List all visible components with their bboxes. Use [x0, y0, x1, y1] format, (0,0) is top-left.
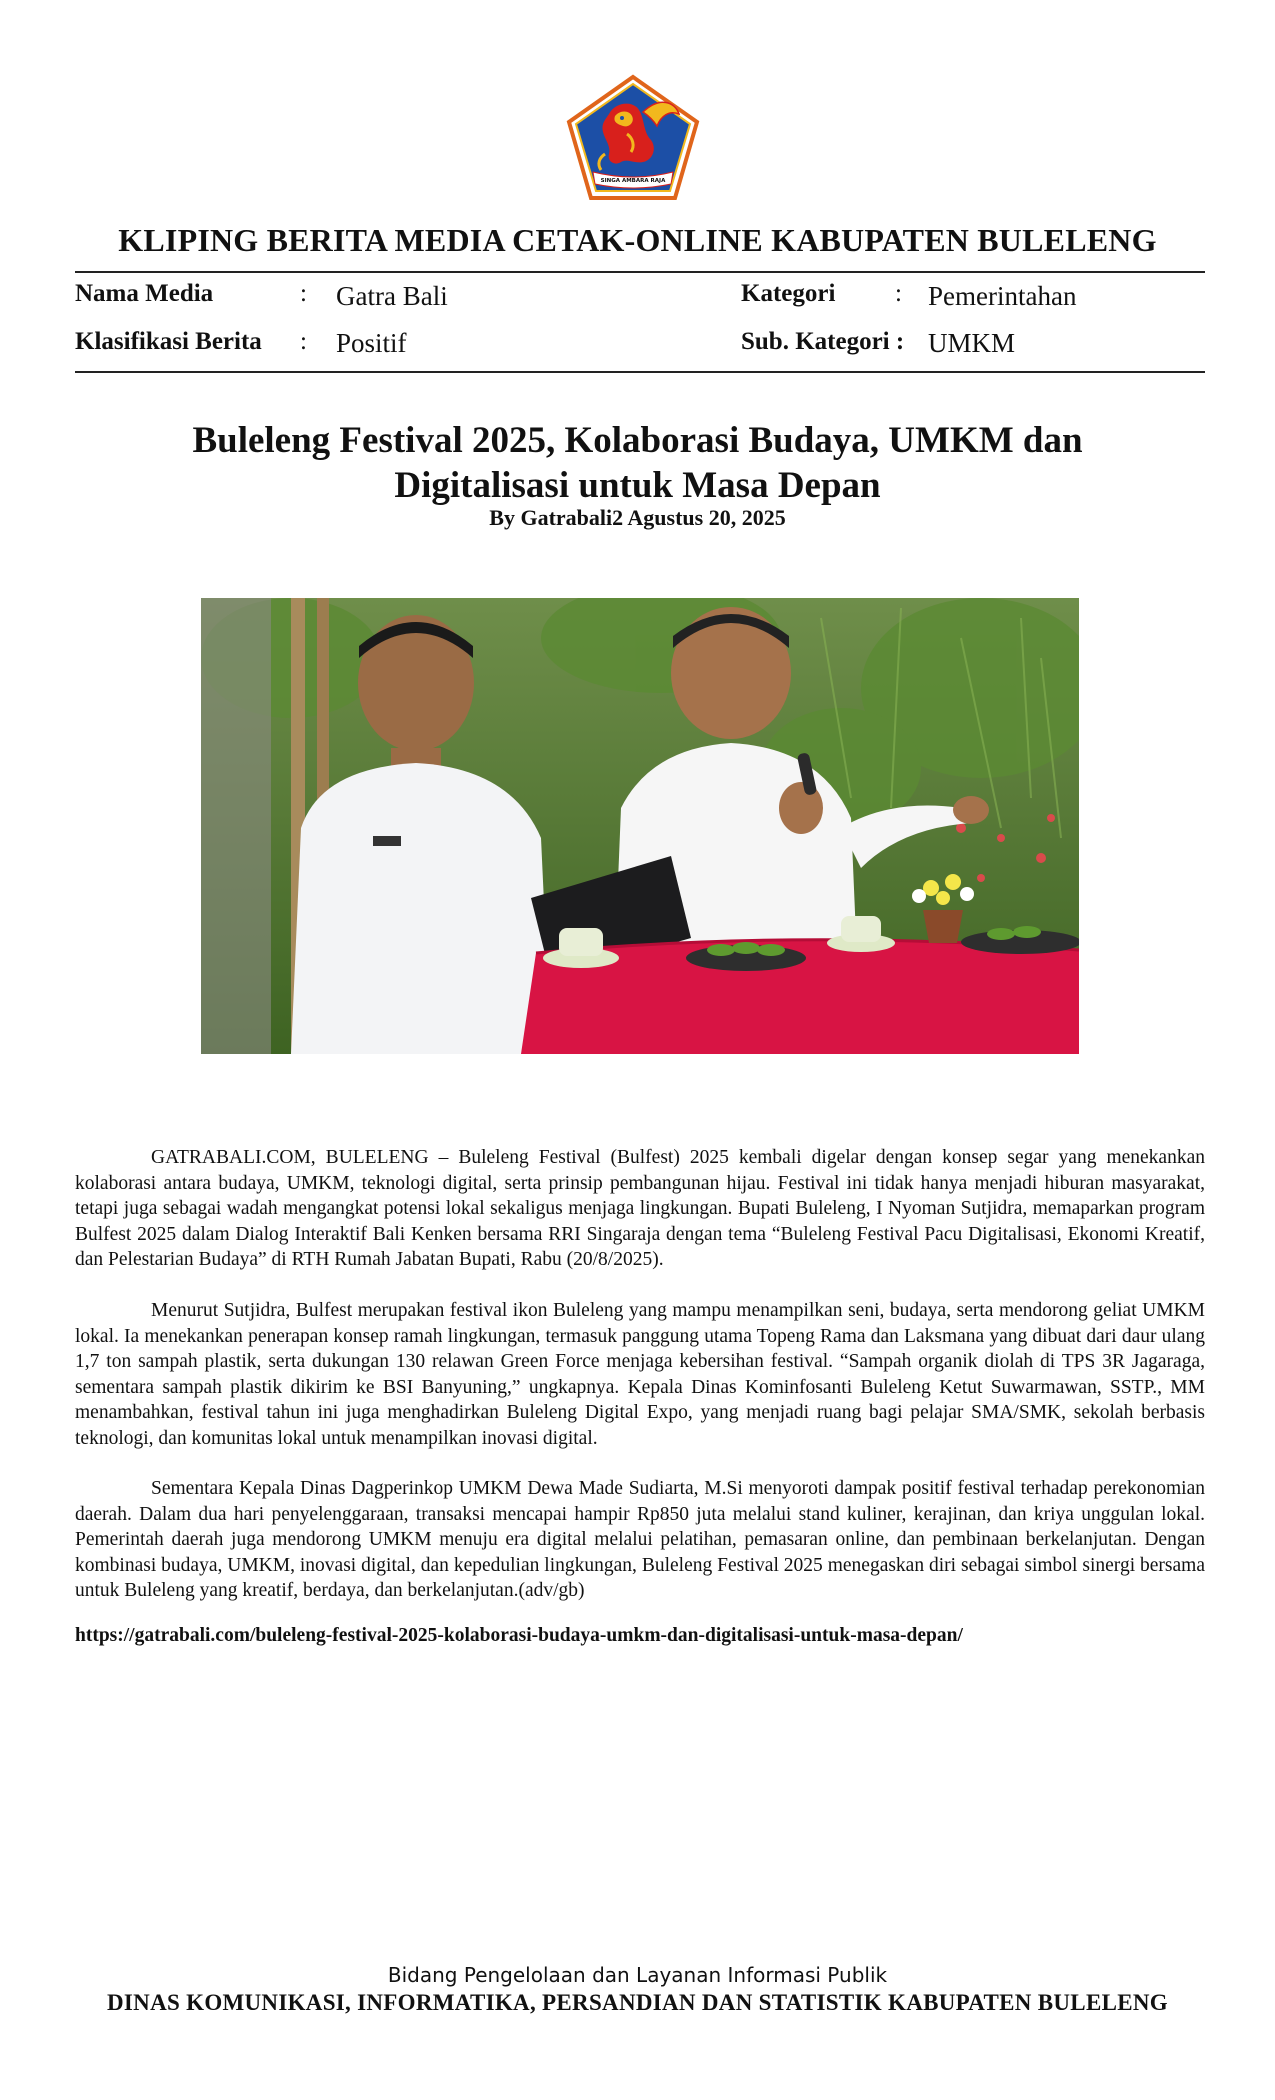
article-paragraph: GATRABALI.COM, BULELENG – Buleleng Festival (Bulfest) 2025 kembali digelar dengan konsep segar yang menekankan kolaborasi antara budaya, UMKM, teknologi digital, serta prinsip pembangunan hijau. Festival ini tidak hanya menjadi hiburan masyarakat, tetapi juga sebagai wadah mengangkat potensi lokal sekaligus menjaga lingkungan. Bupati Buleleng, I Nyoman Sutjidra, memaparkan program Bulfest 2025 dalam Dialog Interaktif Bali Kenken bersama RRI Singaraja dengan tema “Buleleng Festival Pacu Digitalisasi, Ekonomi Kreatif, dan Pelestarian Budaya” di RTH Rumah Jabatan Bupati, Rabu (20/8/2025). [75, 1147, 1205, 1270]
footer-agency: DINAS KOMUNIKASI, INFORMATIKA, PERSANDIAN DAN STATISTIK KABUPATEN BULELENG [107, 1990, 1168, 2015]
article-title [150, 418, 1125, 508]
article-photo [201, 598, 1079, 1054]
meta-divider [75, 371, 1205, 373]
sub-kategori-label: Sub. Kategori : [741, 328, 905, 355]
footer-department: Bidang Pengelolaan dan Layanan Informasi Publik [387, 1963, 888, 1987]
kabupaten-buleleng-logo [565, 74, 701, 202]
article-paragraph: Menurut Sutjidra, Bulfest merupakan festival ikon Buleleng yang mampu menampilkan seni, budaya, serta mendorong geliat UMKM lokal. Ia menekankan penerapan konsep ramah lingkungan, termasuk panggung utama Topeng Rama dan Laksmana yang dibuat dari daur ulang 1,7 ton sampah plastik, serta dukungan 130 relawan Green Force menjaga kebersihan festival. “Sampah organik diolah di TPS 3R Jagaraga, sementara sampah plastik dikirim ke BSI Banyuning,” ungkapnya. Kepala Dinas Kominfosanti Buleleng Ketut Suwarmawan, SSTP., MM menambahkan, festival tahun ini juga menghadirkan Buleleng Digital Expo, yang menjadi ruang bagi pelajar SMA/SMK, sekolah berbasis teknologi, dan komunitas lokal untuk menampilkan inovasi digital. [75, 1300, 1205, 1449]
klasifikasi-label: Klasifikasi Berita [75, 328, 262, 355]
nama-media-value: Gatra Bali [336, 281, 448, 311]
header-title: KLIPING BERITA MEDIA CETAK-ONLINE KABUPATEN BULELENG [118, 222, 1157, 258]
klasifikasi-value: Positif [336, 328, 407, 358]
logo-banner-text: SINGA AMBARA RAJA [600, 178, 666, 184]
article-title-line-1: Buleleng Festival 2025, Kolaborasi Budaya, UMKM dan [192, 420, 1083, 461]
nama-media-label: Nama Media [75, 280, 214, 307]
sub-kategori-value: UMKM [928, 328, 1016, 358]
article-paragraph: Sementara Kepala Dinas Dagperinkop UMKM Dewa Made Sudiarta, M.Si menyoroti dampak positif festival terhadap perekonomian daerah. Dalam dua hari penyelenggaraan, transaksi mencapai hampir Rp850 juta melalui stand kuliner, kerajinan, dan kriya unggulan lokal. Pemerintah daerah juga mendorong UMKM menuju era digital melalui pelatihan, pemasaran online, dan pembinaan berkelanjutan. Dengan kombinasi budaya, UMKM, inovasi digital, dan kepedulian lingkungan, Buleleng Festival 2025 menegaskan diri sebagai simbol sinergi bersama untuk Buleleng yang kreatif, berdaya, dan berkelanjutan.(adv/gb) [75, 1478, 1205, 1601]
klasifikasi-colon: : [300, 328, 307, 355]
kategori-label: Kategori [741, 280, 836, 307]
nama-media-colon: : [300, 280, 307, 307]
article-source-link[interactable]: https://gatrabali.com/buleleng-festival-2025-kolaborasi-budaya-umkm-dan-digitalisasi-untuk-masa-depan/ [75, 1625, 963, 1646]
article-byline: By Gatrabali2 Agustus 20, 2025 [489, 505, 786, 530]
kategori-colon: : [895, 280, 902, 307]
article-title-line-2: Digitalisasi untuk Masa Depan [394, 465, 881, 506]
header-divider [75, 271, 1205, 273]
kategori-value: Pemerintahan [928, 281, 1077, 311]
